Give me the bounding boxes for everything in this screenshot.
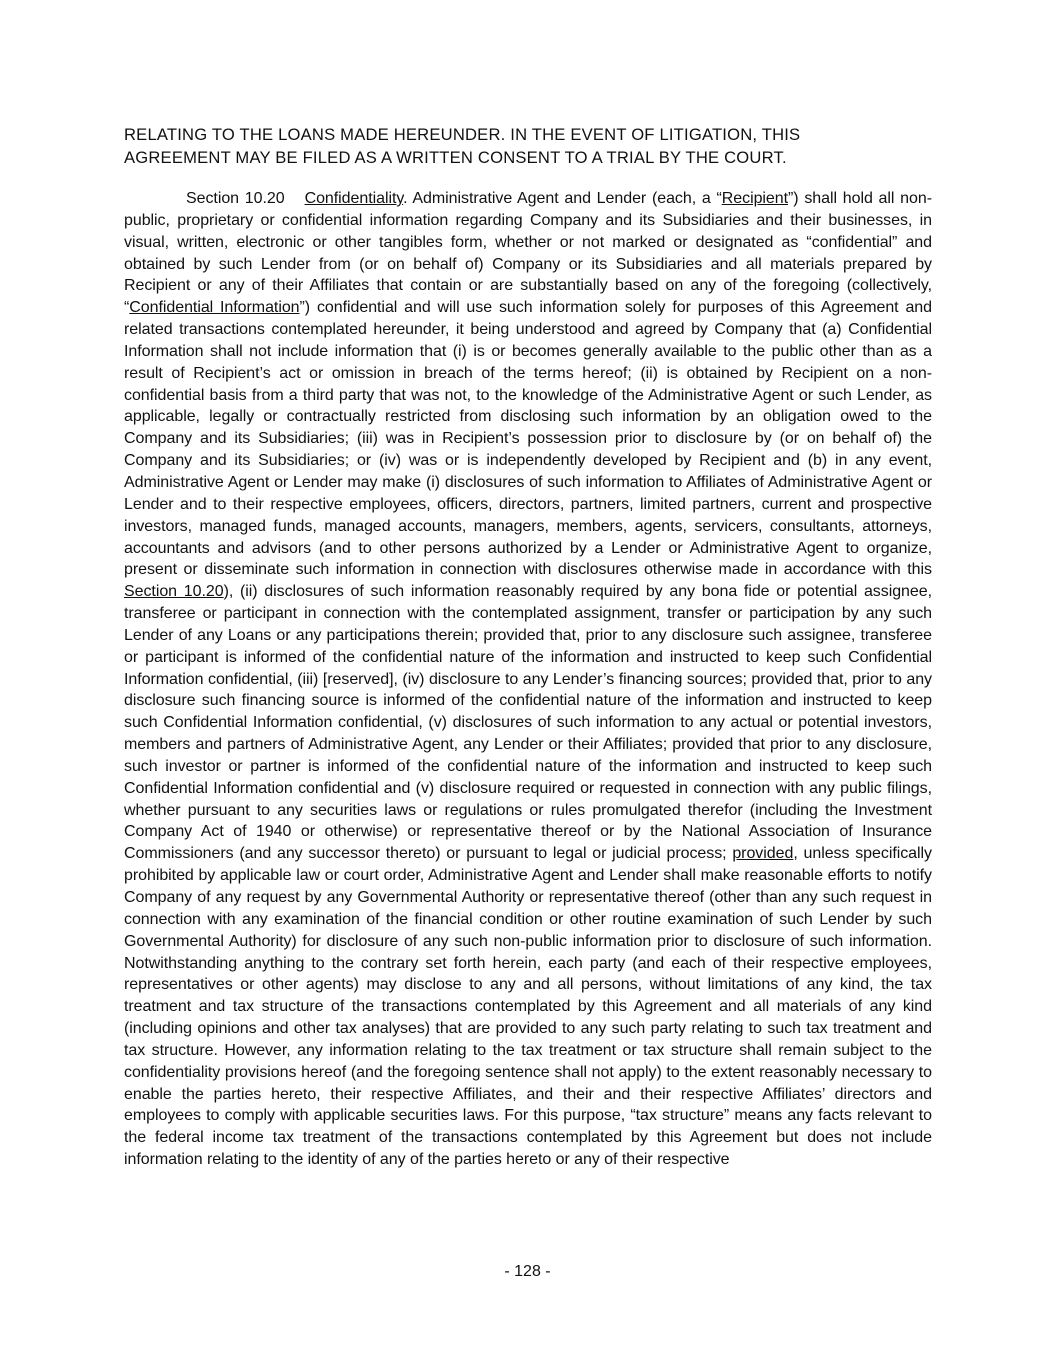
section-text-3: ”) confidential and will use such information solely for purposes of this Agreement and related transactions contemplated hereunder, it being understood and agreed by Company that (a) Confidential Information shall not include information that (i) is or becomes generally available to the public other than as a result of Recipient’s act or omission in breach of the terms hereof; (ii) is obtained by Recipient on a non-confidential basis from a third party that was not, to the knowledge of the Administrative Agent or such Lender, as applicable, legally or contractually restricted from disclosing such information by an obligation owed to the Company and its Subsidiaries; (iii) was in Recipient’s possession prior to disclosure by (or on behalf of) the Company and its Subsidiaries; or (iv) was or is independently developed by Recipient and (b) in any event, Administrative Agent or Lender may make (i) disclosures of such information to Affiliates of Administrative Agent or Lender and to their respective employees, officers, directors, partners, limited partners, current and prospective investors, managed funds, managed accounts, managers, members, agents, servicers, consultants, attorneys, accountants and advisors (and to other persons authorized by a Lender or Administrative Agent to organize, present or disseminate such information in connection with disclosures otherwise made in accordance with this <box>124 299 932 579</box>
section-number: Section 10.20 <box>186 190 285 207</box>
page-number: - 128 - <box>504 1263 551 1280</box>
caps-line-2: AGREEMENT MAY BE FILED AS A WRITTEN CONSENT TO A TRIAL BY THE COURT. <box>124 147 787 167</box>
section-10-20 <box>124 188 932 1171</box>
defined-term-recipient: Recipient <box>721 190 789 207</box>
section-text-4: ), (ii) disclosures of such information reasonably required by any bona fide or potential assignee, transferee or participant in connection with the contemplated assignment, transfer or participation by any such Lender of any Loans or any participations therein; provided that, prior to any disclosure such assignee, transferee or participant is informed of the confidential nature of the information and instructed to keep such Confidential Information confidential, (iii) [reserved], (iv) disclosure to any Lender’s financing sources; provided that, prior to any disclosure such financing source is informed of the confidential nature of the information and instructed to keep such Confidential Information confidential, (v) disclosures of such information to any actual or potential investors, members and partners of Administrative Agent, any Lender or their Affiliates; provided that prior to any disclosure, such investor or partner is informed of the confidential nature of the information and instructed to keep such Confidential Information confidential and (v) disclosure required or requested in connection with any public filings, whether pursuant to any securities laws or regulations or rules promulgated therefor (including the Investment Company Act of 1940 or otherwise) or representative thereof or by the National Association of Insurance Commissioners (and any successor thereto) or pursuant to legal or judicial process; <box>124 583 932 863</box>
section-paragraph <box>124 188 932 1171</box>
caps-line-1: RELATING TO THE LOANS MADE HEREUNDER. IN THE EVENT OF LITIGATION, THIS <box>124 125 801 144</box>
section-text-5: , unless specifically prohibited by applicable law or court order, Administrative Agent and Lender shall make reasonable efforts to notify Company of any request by any Governmental Authority or representative thereof (other than any such request in connection with any examination of the financial condition or other routine examination of such Lender by such Governmental Authority) for disclosure of any such non-public information prior to disclosure of such information. Notwithstanding anything to the contrary set forth herein, each party (and each of their respective employees, representatives or other agents) may disclose to any and all persons, without limitations of any kind, the tax treatment and tax structure of the transactions contemplated by this Agreement and all materials of any kind (including opinions and other tax analyses) that are provided to any such party relating to such tax treatment and tax structure. However, any information relating to the tax treatment or tax structure shall remain subject to the confidentiality provisions hereof (and the foregoing sentence shall not apply) to the extent reasonably necessary to enable the parties hereto, their respective Affiliates, and their and their respective Affiliates’ directors and employees to comply with applicable securities laws. For this purpose, “tax structure” means any facts relevant to the federal income tax treatment of the transactions contemplated by this Agreement but does not include information relating to the identity of any of the parties hereto or any of their respective <box>124 845 932 1169</box>
section-cross-reference: Section 10.20 <box>124 583 224 601</box>
section-text-2: ”) shall hold all non-public, proprietary or confidential information regarding Company and its Subsidiaries and their businesses, in visual, written, electronic or other tangibles form, whether or not marked or designated as “confidential” and obtained by such Lender from (or on behalf of) Company or its Subsidiaries and all materials prepared by Recipient or any of their Affiliates that contain or are substantially based on any of the foregoing (collectively, “ <box>124 190 932 317</box>
defined-term-confidential-information: Confidential Information <box>129 299 300 317</box>
section-heading: Confidentiality <box>304 190 404 207</box>
section-text-1: . Administrative Agent and Lender (each, a “ <box>403 190 722 207</box>
caps-paragraph <box>124 124 932 169</box>
provided-term: provided <box>732 845 794 863</box>
